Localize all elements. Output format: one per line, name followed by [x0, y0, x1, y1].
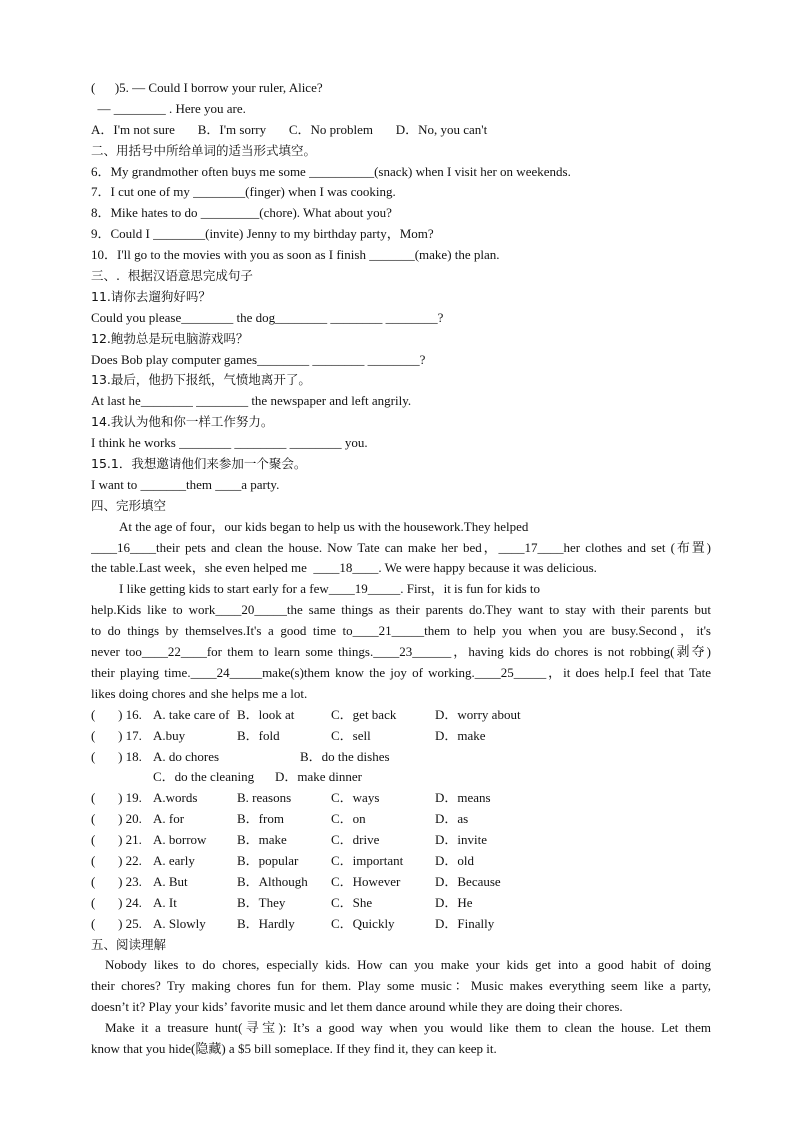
cloze-option: A. It: [153, 894, 177, 910]
section-3-english-sentence: I want to _______them ____a party.: [91, 476, 280, 492]
cloze-questions: [91, 705, 711, 935]
cloze-question-row: [91, 830, 711, 851]
cloze-option: D．make: [435, 727, 486, 743]
cloze-option: B．Although: [237, 873, 308, 889]
cloze-passage-line: the table.Last week，she even helped me ____18____. We were happy because it was delicious.: [91, 560, 597, 576]
cloze-question-row: [91, 788, 711, 809]
section-2-heading: 二、用括号中所给单词的适当形式填空。: [91, 142, 317, 158]
section-3-chinese-prompt: 14.我认为他和你一样工作努力。: [91, 414, 274, 430]
cloze-option: D．Because: [435, 873, 501, 889]
cloze-question-row: [91, 726, 711, 747]
section-3-chinese-prompt: 11.请你去遛狗好吗？: [91, 288, 211, 304]
cloze-question-row: [91, 914, 711, 935]
cloze-option: D．Finally: [435, 915, 495, 931]
cloze-option: A. Slowly: [153, 915, 206, 931]
reading-passage-line: doesn’t it? Play your kids’ favorite music and let them dance around while they are doing their chores.: [91, 999, 623, 1015]
cloze-passage-line: I like getting kids to start early for a few____19_____. First，it is fun for kids to: [119, 581, 540, 597]
section-3-heading: 三、. 根据汉语意思完成句子: [91, 268, 253, 284]
cloze-question-number: ( ) 19.: [91, 790, 142, 806]
cloze-option: C．drive: [331, 832, 380, 848]
cloze-option: D．worry about: [435, 706, 521, 722]
cloze-option: C．ways: [331, 790, 380, 806]
cloze-question-row: [91, 705, 711, 726]
cloze-question-row: [91, 851, 711, 872]
cloze-passage-line: likes doing chores and she helps me a lot.: [91, 685, 308, 701]
cloze-passage-line: help.Kids like to work____20_____the same things as their parents do.They want to stay with their parents but: [91, 602, 711, 618]
cloze-question-number: ( ) 24.: [91, 894, 142, 910]
section-3-english-sentence: At last he________ ________ the newspaper and left angrily.: [91, 393, 412, 409]
cloze-option: B．from: [237, 811, 284, 827]
cloze-option: A. borrow: [153, 832, 207, 848]
cloze-question-row: [91, 872, 711, 893]
cloze-option: C．important: [331, 852, 404, 868]
section-2-item: 9．Could I ________(invite) Jenny to my birthday party，Mom?: [91, 226, 434, 242]
cloze-question-indent: [91, 767, 153, 788]
cloze-question-row: [91, 809, 711, 830]
cloze-option: A.words: [153, 790, 198, 806]
cloze-option: A. do chores: [153, 748, 220, 764]
cloze-option: B．make: [237, 832, 287, 848]
cloze-question-number: ( ) 20.: [91, 811, 142, 827]
reading-passage-line: know that you hide(隐藏) a $5 bill someplace. If they find it, they can keep it.: [91, 1040, 497, 1056]
cloze-question-row: [91, 767, 711, 788]
cloze-passage-line: At the age of four，our kids began to help us with the housework.They helped: [119, 518, 529, 534]
question-5-options: A．I'm not sure B．I'm sorry C．No problem D．No, you can't: [91, 121, 488, 137]
cloze-passage-line: ____16____their pets and clean the house. Now Tate can make her bed，____17____her clothes and set (布置): [91, 539, 711, 555]
cloze-option: B．look at: [237, 706, 295, 722]
cloze-option: D．means: [435, 790, 491, 806]
reading-passage-line: Make it a treasure hunt(寻宝): It’s a good way when you would like them to clean the house. Let them: [105, 1020, 711, 1036]
cloze-question-number: ( ) 22.: [91, 852, 142, 868]
cloze-question-row: [91, 747, 711, 768]
cloze-option: D．old: [435, 852, 475, 868]
cloze-question-number: ( ) 16.: [91, 706, 142, 722]
worksheet-page: [91, 78, 711, 1060]
section-2-item: 10．I'll go to the movies with you as soon as I finish _______(make) the plan.: [91, 247, 500, 263]
cloze-passage: [91, 517, 711, 705]
cloze-option: B．Hardly: [237, 915, 295, 931]
section-5-heading: 五、阅读理解: [91, 936, 167, 952]
cloze-question-row: [91, 893, 711, 914]
section-3-english-sentence: I think he works ________ ________ ________ you.: [91, 435, 368, 451]
cloze-question-number: ( ) 18.: [91, 748, 142, 764]
cloze-option: B. reasons: [237, 790, 292, 806]
cloze-option: A. But: [153, 873, 188, 889]
cloze-option: D．He: [435, 894, 473, 910]
section-4-heading: 四、完形填空: [91, 497, 167, 513]
cloze-option: D．make dinner: [275, 769, 363, 785]
cloze-option: B．popular: [237, 852, 299, 868]
reading-passage-line: Nobody likes to do chores, especially kids. How can you make your kids get into a good habit of doing: [105, 957, 711, 973]
cloze-question-number: ( ) 25.: [91, 915, 142, 931]
cloze-passage-line: never too____22____for them to learn some things.____23______，having kids do chores is not robbing(剥夺): [91, 644, 711, 660]
cloze-question-number: ( ) 21.: [91, 832, 142, 848]
cloze-question-number: ( ) 17.: [91, 727, 142, 743]
cloze-option: A. for: [153, 811, 185, 827]
section-2-item: 7．I cut one of my ________(finger) when I was cooking.: [91, 184, 396, 200]
question-5-reply: — ________ . Here you are.: [91, 100, 246, 116]
cloze-option: A. take care of: [153, 706, 230, 722]
cloze-option: C．She: [331, 894, 373, 910]
cloze-option: C．get back: [331, 706, 397, 722]
cloze-option: C．sell: [331, 727, 371, 743]
reading-passage-line: their chores? Try making chores fun for them. Play some music：Music makes everything seem like a party,: [91, 978, 711, 994]
question-5-stem: ( )5. — Could I borrow your ruler, Alice?: [91, 80, 323, 95]
section-2-item: 8．Mike hates to do _________(chore). What about you?: [91, 205, 392, 221]
section-2-item: 6．My grandmother often buys me some __________(snack) when I visit her on weekends.: [91, 163, 571, 179]
cloze-passage-line: their playing time.____24_____make(s)them know the joy of working.____25_____，it does help.I feel that Tate: [91, 664, 711, 680]
section-3-chinese-prompt: 13.最后，他扔下报纸，气愤地离开了。: [91, 372, 311, 388]
cloze-question-number: ( ) 23.: [91, 873, 142, 889]
cloze-option: D．as: [435, 811, 469, 827]
cloze-option: B．fold: [237, 727, 280, 743]
section-3-english-sentence: Does Bob play computer games________ ________ ________?: [91, 351, 426, 367]
section-3-chinese-prompt: 12.鲍勃总是玩电脑游戏吗？: [91, 330, 249, 346]
cloze-option: B．They: [237, 894, 286, 910]
cloze-option: C．Quickly: [331, 915, 395, 931]
section-3-english-sentence: Could you please________ the dog________ ________ ________?: [91, 309, 444, 325]
reading-passage: [91, 955, 711, 1059]
cloze-option: A.buy: [153, 727, 186, 743]
cloze-passage-line: to do things by themselves.It's a good time to____21_____them to help you when you are busy.Second，it's: [91, 623, 711, 639]
cloze-option: D．invite: [435, 832, 487, 848]
cloze-option: C．However: [331, 873, 401, 889]
cloze-option: C．on: [331, 811, 366, 827]
section-3-chinese-prompt: 15.1．我想邀请他们来参加一个聚会。: [91, 456, 307, 472]
cloze-option: B．do the dishes: [300, 748, 390, 764]
cloze-option: A. early: [153, 852, 195, 868]
cloze-option: C．do the cleaning: [153, 769, 255, 785]
